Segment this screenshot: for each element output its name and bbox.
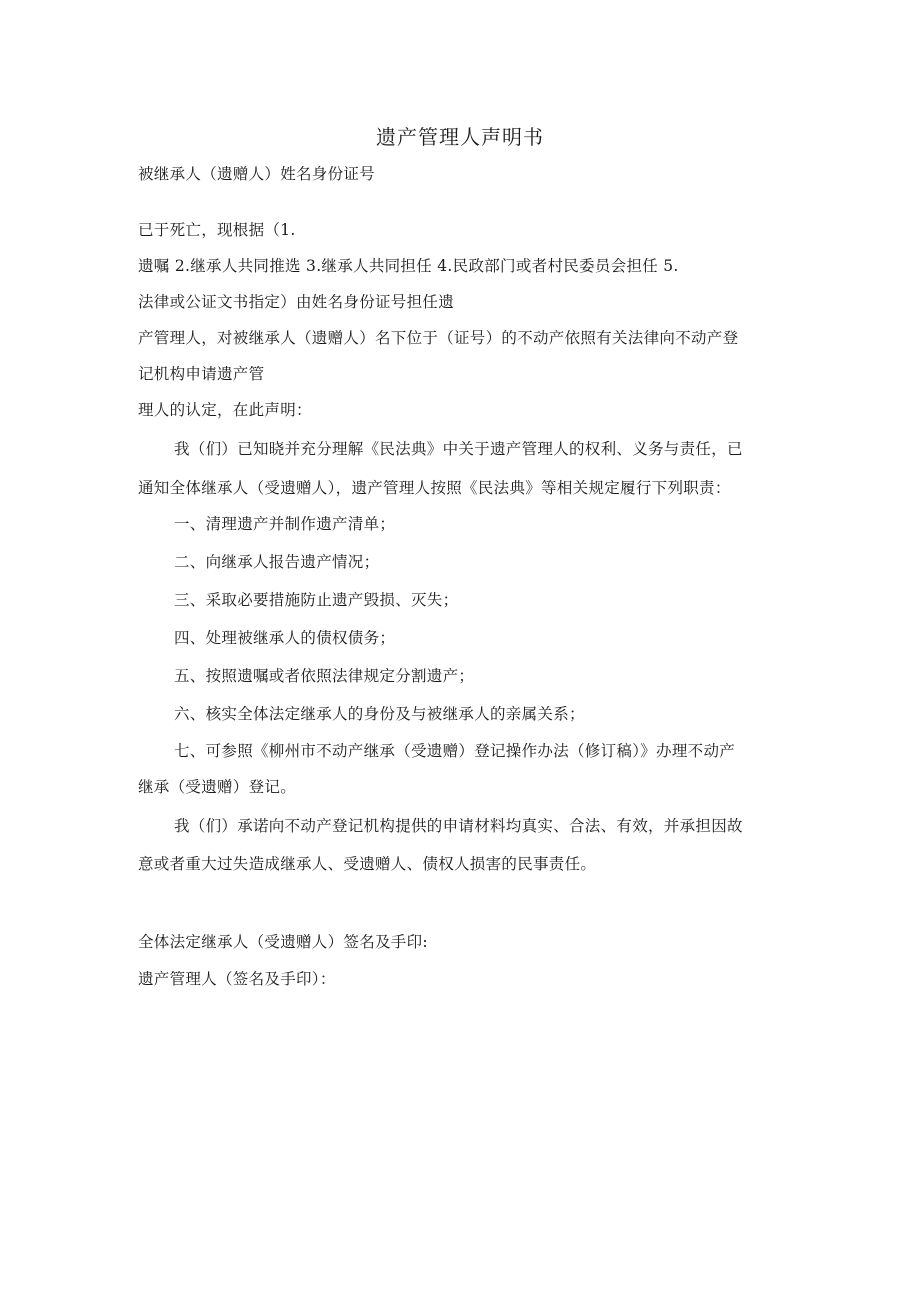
duty-item-2: 二、向继承人报告遗产情况； [174, 553, 380, 571]
basis-options-line: 遗嘱 2.继承人共同推选 3.继承人共同担任 4.民政部门或者村民委员会担任 5. [138, 257, 679, 275]
heirs-signature-label: 全体法定继承人（受遗赠人）签名及手印: [138, 933, 428, 951]
document-title: 遗产管理人声明书 [376, 125, 544, 149]
declaration-intro-line: 理人的认定，在此声明： [138, 401, 312, 419]
appointment-line: 法律或公证文书指定）由姓名身份证号担任遗 [138, 293, 455, 311]
registration-line: 记机构申请遗产管 [138, 365, 265, 383]
manager-signature-label: 遗产管理人（签名及手印）： [138, 970, 336, 988]
commitment-line-1: 我（们）承诺向不动产登记机构提供的申请材料均真实、合法、有效，并承担因故 [174, 817, 743, 835]
commitment-line-2: 意或者重大过失造成继承人、受遗赠人、债权人损害的民事责任。 [138, 855, 597, 873]
duty-item-4: 四、处理被继承人的债权债务； [174, 629, 396, 647]
property-line: 产管理人，对被继承人（遗赠人）名下位于（证号）的不动产依照有关法律向不动产登 [138, 329, 739, 347]
death-basis-line: 已于死亡，现根据（1. [138, 221, 296, 239]
duty-item-1: 一、清理遗产并制作遗产清单； [174, 515, 396, 533]
duty-item-3: 三、采取必要措施防止遗产毁损、灭失； [174, 591, 459, 609]
duty-item-6: 六、核实全体法定继承人的身份及与被继承人的亲属关系； [174, 705, 585, 723]
duty-item-7-continued: 继承（受遗赠）登记。 [138, 778, 297, 796]
knowledge-statement-line-1: 我（们）已知晓并充分理解《民法典》中关于遗产管理人的权利、义务与责任，已 [174, 440, 743, 458]
duty-item-5: 五、按照遗嘱或者依照法律规定分割遗产； [174, 667, 475, 685]
decedent-line: 被继承人（遗赠人）姓名身份证号 [138, 165, 376, 183]
knowledge-statement-line-2: 通知全体继承人（受遗赠人），遗产管理人按照《民法典》等相关规定履行下列职责： [138, 479, 731, 497]
duty-item-7: 七、可参照《柳州市不动产继承（受遗赠）登记操作办法（修订稿）》办理不动产 [174, 742, 736, 760]
